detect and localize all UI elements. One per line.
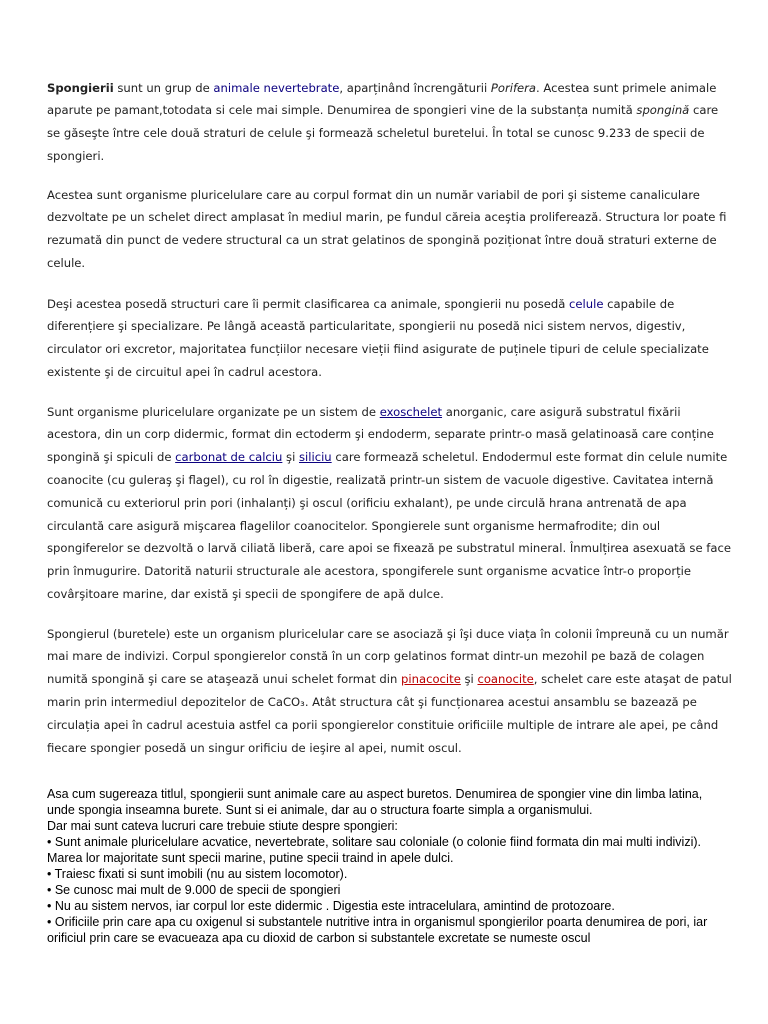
italic-porifera: Porifera xyxy=(490,80,537,95)
summary-lead: Dar mai sunt cateva lucruri care trebuie stiute despre spongieri: xyxy=(47,819,398,833)
text-span: , aparținând încrengăturii xyxy=(339,80,491,95)
bullet-item: • Nu au sistem nervos, iar corpul lor este didermic . Digestia este intracelulara, amintind de protozoare. xyxy=(47,899,615,913)
bullet-item: • Orificiile prin care apa cu oxigenul si substantele nutritive intra in organismul spongierilor poarta denumirea de pori, iar orificiul prin care se evacueaza apa cu dioxid de carbon si substantele excretate se numeste oscul xyxy=(47,915,708,945)
link-animale-nevertebrate[interactable]: animale nevertebrate xyxy=(213,80,340,95)
text-span: , schelet care este ataşat de patul marin prin intermediul depozitelor de CaCO₃. Atât structura cât şi funcționarea acestui ansamblu se bazează pe circulația apei în cadrul acestuia astfel ca porii spongierelor constituie orificiile multiple de intrare ale apei, pe când fiecare spongier posedă un singur orificiu de ieşire al apei, numit oscul. xyxy=(47,672,732,755)
summary-section xyxy=(47,786,733,946)
text-span: Sunt organisme pluricelulare organizate pe un sistem de xyxy=(47,404,380,419)
text-span: anorganic, care asigură substratul fixării acestora, din un corp didermic, format din ectoderm şi endoderm, separate printr-o masă gelatinoasă care conține spongină şi spiculi de xyxy=(47,404,714,465)
text-span: Deşi acestea posedă structuri care îi permit clasificarea ca animale, spongierii nu posedă xyxy=(47,296,570,311)
text-span: . Acestea sunt primele animale aparute pe pamant,totodata si cele mai simple. Denumirea de spongieri vine de la substanța numită xyxy=(47,80,717,118)
text-span: care se găseşte între cele două straturi de celule şi formează scheletul buretelui. În total se cunosc 9.233 de specii de spongieri. xyxy=(47,103,719,163)
italic-spongina: spongină xyxy=(636,103,690,118)
text-span: care formează scheletul. Endodermul este format din celule numite coanocite (cu guleraş şi flagel), cu rol în digestie, realizată printr-un sistem de vacuole digestive. Cavitatea internă comunică cu exteriorul prin pori (inhalanți) şi oscul (orificiu exhalant), pe unde circulă hrana antrenată de apa circulantă care asigură mişcarea flagelilor coanocitelor. Spongierele sunt organisme hermafrodite; din oul spongiferelor se dezvoltă o larvă ciliată liberă, care apoi se fixează pe substratul mineral. Înmulțirea asexuată se face prin înmugurire. Datorită naturii structurale ale acestora, spongiferele sunt organisme acvatice într-o proporție covârşitoare marine, dar există şi specii de spongifere de apă dulce. xyxy=(47,450,731,601)
link-exoschelet[interactable]: exoschelet xyxy=(379,404,443,419)
text-span: şi xyxy=(282,450,299,465)
link-pinacocite[interactable]: pinacocite xyxy=(401,672,461,687)
paragraph-intro xyxy=(47,77,733,168)
text-span: Spongierul (buretele) este un organism pluricelular care se asociază şi îşi duce viața în colonii împreună cu un număr mai mare de indivizi. Corpul spongierelor constă în un corp gelatinos format dintr-un mezohil pe bază de colagen numită spongină şi care se ataşează unui schelet format din xyxy=(47,626,729,687)
bullet-item: • Traiesc fixati si sunt imobili (nu au sistem locomotor). xyxy=(47,867,348,881)
link-carbonat-de-calciu[interactable]: carbonat de calciu xyxy=(175,450,283,465)
paragraph-colonies xyxy=(47,623,733,760)
lead-term: Spongierii xyxy=(47,80,114,95)
bullet-item: • Sunt animale pluricelulare acvatice, nevertebrate, solitare sau coloniale (o colonie fiind formata din mai multi indivizi). Marea lor majoritate sunt specii marine, putine specii traind in apele dulci. xyxy=(47,835,701,865)
paragraph-organization xyxy=(47,401,733,606)
text-span: sunt un grup de xyxy=(113,80,214,95)
link-celule[interactable]: celule xyxy=(569,296,604,311)
link-coanocite[interactable]: coanocite xyxy=(477,672,534,687)
bullet-item: • Se cunosc mai mult de 9.000 de specii de spongieri xyxy=(47,883,341,897)
link-siliciu[interactable]: siliciu xyxy=(299,450,332,465)
text-span: şi xyxy=(460,672,478,687)
text-span: capabile de diferențiere şi specializare. Pe lângă această particularitate, spongierii nu posedă nici sistem nervos, digestiv, circulator ori excretor, majoritatea funcțiilor necesare vieții fiind asigurate de puținele tipuri de celule specializate existente şi de circuitul apei în cadrul acestora. xyxy=(47,296,709,379)
paragraph-cells xyxy=(47,293,733,384)
summary-intro: Asa cum sugereaza titlul, spongierii sunt animale care au aspect buretos. Denumirea de spongier vine din limba latina, unde spongia inseamna burete. Sunt si ei animale, dar au o structura foarte simpla a organismului. xyxy=(47,787,703,817)
paragraph-structure: Acestea sunt organisme pluricelulare care au corpul format din un număr variabil de pori şi sisteme canaliculare dezvoltate pe un schelet direct amplasat în mediul marin, pe fundul căreia aceştia proliferează. Structura lor poate fi rezumată din punct de vedere structural ca un strat gelatinos de spongină poziționat între două straturi externe de celule. xyxy=(47,187,727,270)
